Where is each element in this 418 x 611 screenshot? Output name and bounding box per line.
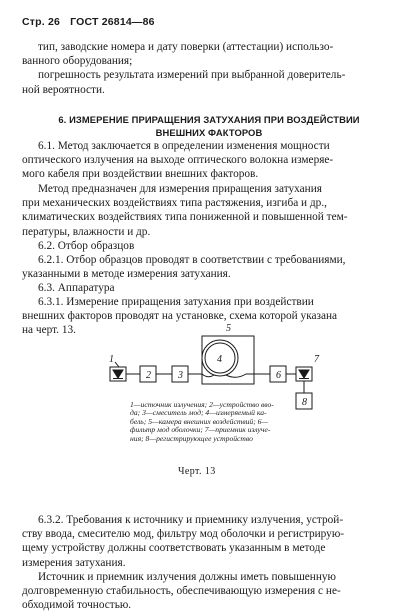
paragraph-6-3-2 (22, 513, 396, 570)
legend-line: 1—источник излучения; 2—устройство вво- (130, 400, 274, 409)
text-line: ству ввода, смесителю мод, фильтру мод оболочки и регистрирую- (22, 528, 345, 541)
source-triangle (113, 370, 123, 378)
label-6: 6 (276, 370, 281, 381)
label-leader (115, 362, 119, 367)
text-line: на черт. 13. (22, 324, 76, 337)
subheading: 6.2. Отбор образцов (38, 240, 135, 252)
text-line: щему устройству должны соответствовать указанным в методе (22, 542, 326, 555)
label-2: 2 (146, 370, 151, 381)
text-line: оптического излучения на выходе оптического волокна измеряе- (22, 154, 334, 167)
paragraph-last (22, 570, 396, 611)
label-5: 5 (226, 323, 231, 334)
text-line: при механических воздействиях типа растяжения, изгиба и др., (22, 197, 327, 210)
text-line: тип, заводские номера и дату поверки (аттестации) использо- (38, 41, 334, 53)
text-line: долговременную стабильность, обеспечивающую измерения с не- (22, 585, 341, 598)
label-4: 4 (217, 354, 222, 365)
text-line: мого кабеля при воздействии внешних факторов. (22, 168, 259, 181)
text-line: указанными в методе измерения затухания. (22, 268, 231, 281)
text-line: Источник и приемник излучения должны иметь повышенную (38, 571, 336, 583)
text-line: пературы, влажности и др. (22, 225, 151, 238)
text-line: Метод предназначен для измерения приращения затухания (38, 183, 322, 195)
text-line: обходимой точностью. (22, 599, 132, 611)
legend-line: ния; 8—регистрирующее устройство (130, 433, 253, 443)
text-line: 6.1. Метод заключается в определении изменения мощности (38, 140, 330, 152)
label-1: 1 (109, 354, 114, 365)
text-line: измерения затухания. (22, 556, 126, 569)
legend-line: фильтр мод оболочки; 7—приемник излуче- (130, 425, 271, 435)
legend-line: бель; 5—камера внешних воздействий; 6— (130, 416, 269, 426)
section-title-line: ВНЕШНИХ ФАКТОРОВ (155, 127, 263, 138)
label-8: 8 (302, 397, 307, 408)
diagram-legend (130, 401, 310, 443)
standard-number: ГОСТ 26814—86 (70, 16, 155, 28)
label-7: 7 (314, 354, 319, 365)
subheading: 6.3. Аппаратура (38, 282, 115, 294)
text-line: ванного оборудования; (22, 55, 133, 68)
figure-caption: Черт. 13 (178, 466, 216, 477)
text-line: 6.3.1. Измерение приращения затухания при воздействии (38, 296, 314, 308)
legend-line: да; 3—смеситель мод; 4—измеряемый ка- (130, 408, 267, 418)
text-line: внешних факторов проводят на установке, схема которой указана (22, 310, 338, 323)
text-line: климатических воздействиях типа пониженной и повышенной тем- (22, 211, 348, 224)
text-line: 6.3.2. Требования к источнику и приемнику излучения, устрой- (38, 514, 344, 526)
text-line: погрешность результата измерений при выбранной доверитель- (38, 69, 346, 82)
text-line: 6.2.1. Отбор образцов проводят в соответствии с требованиями, (38, 254, 346, 266)
page-number: Стр. 26 (22, 16, 61, 28)
label-3: 3 (178, 370, 183, 381)
section-title-line: 6. ИЗМЕРЕНИЕ ПРИРАЩЕНИЯ ЗАТУХАНИЯ ПРИ ВОЗДЕЙСТВИИ (58, 114, 360, 125)
text-line: ной вероятности. (22, 83, 105, 96)
